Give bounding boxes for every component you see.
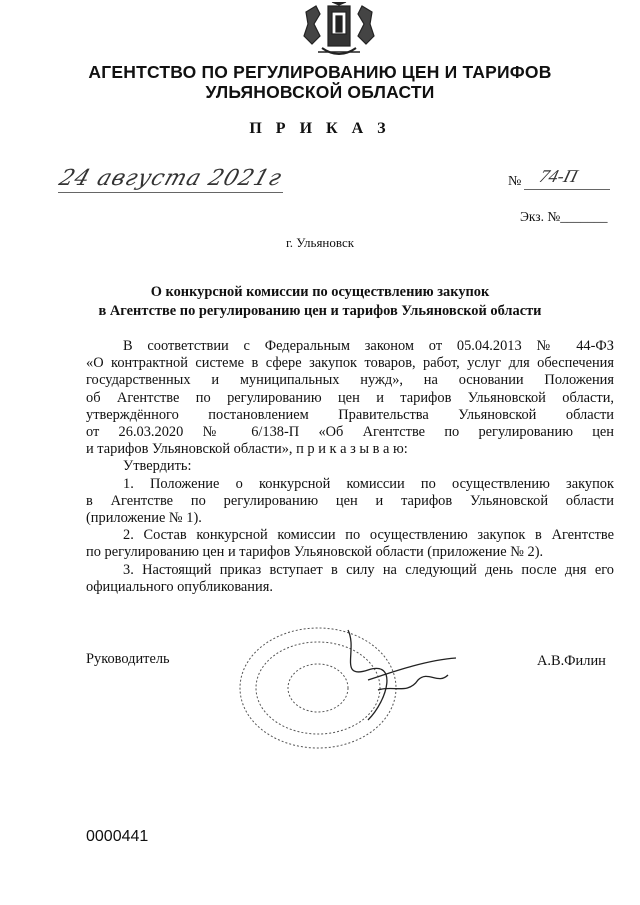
body-line: и тарифов Ульяновской области», п р и к а з ы в а ю: (86, 441, 408, 458)
item-1-line: 1. Положение о конкурсной комиссии по осуществлению закупок (123, 475, 614, 492)
agency-title-line-1: АГЕНТСТВО ПО РЕГУЛИРОВАНИЮ ЦЕН И ТАРИФОВ (88, 62, 552, 82)
city: г. Ульяновск (285, 235, 355, 250)
handwritten-number: 74-П (537, 166, 580, 186)
item-1-line: в Агентстве по регулированию цен и тарифов Ульяновской области (86, 492, 614, 509)
coat-of-arms-icon (298, 2, 380, 60)
number-label: № (508, 174, 522, 189)
body-line: об Агентстве по регулированию цен и тарифов Ульяновской области, (86, 389, 614, 406)
item-1-line: (приложение № 1). (86, 510, 202, 527)
document-serial-number: 0000441 (86, 828, 149, 845)
date-underline (58, 192, 283, 193)
item-2-line: 2. Состав конкурсной комиссии по осуществлению закупок в Агентстве (123, 527, 614, 544)
body-line: утверждённого постановлением Правительства Ульяновской области (86, 406, 614, 423)
item-3-line: официального опубликования. (86, 578, 273, 595)
number-underline (524, 189, 610, 190)
signer-role: Руководитель (86, 651, 170, 667)
body-line: В соответствии с Федеральным законом от 05.04.2013 № 44-ФЗ (123, 338, 614, 354)
handwritten-date: 24 августа 2021г (55, 166, 286, 191)
body-line: «О контрактной системе в сфере закупок товаров, работ, услуг для обеспечения (86, 355, 614, 372)
document-type: П Р И К А З (249, 120, 391, 137)
body-line: от 26.03.2020 № 6/138-П «Об Агентстве по регулированию цен (86, 424, 614, 441)
copy-number: Экз. №_______ (520, 209, 608, 224)
document-body (86, 338, 614, 596)
subject-line-2: в Агентстве по регулированию цен и тарифов Ульяновской области (98, 303, 542, 319)
subject-line-1: О конкурсной комиссии по осуществлению закупок (150, 284, 490, 300)
signer-name: А.В.Филин (537, 653, 606, 669)
item-3-line: 3. Настоящий приказ вступает в силу на следующий день после дня его (123, 561, 614, 578)
agency-title-line-2: УЛЬЯНОВСКОЙ ОБЛАСТИ (205, 82, 435, 102)
official-stamp-and-signature (218, 610, 458, 760)
item-2-line: по регулированию цен и тарифов Ульяновской области (приложение № 2). (86, 544, 544, 561)
approve-line: Утвердить: (123, 458, 192, 475)
body-line: государственных и муниципальных нужд», на основании Положения (86, 372, 614, 389)
